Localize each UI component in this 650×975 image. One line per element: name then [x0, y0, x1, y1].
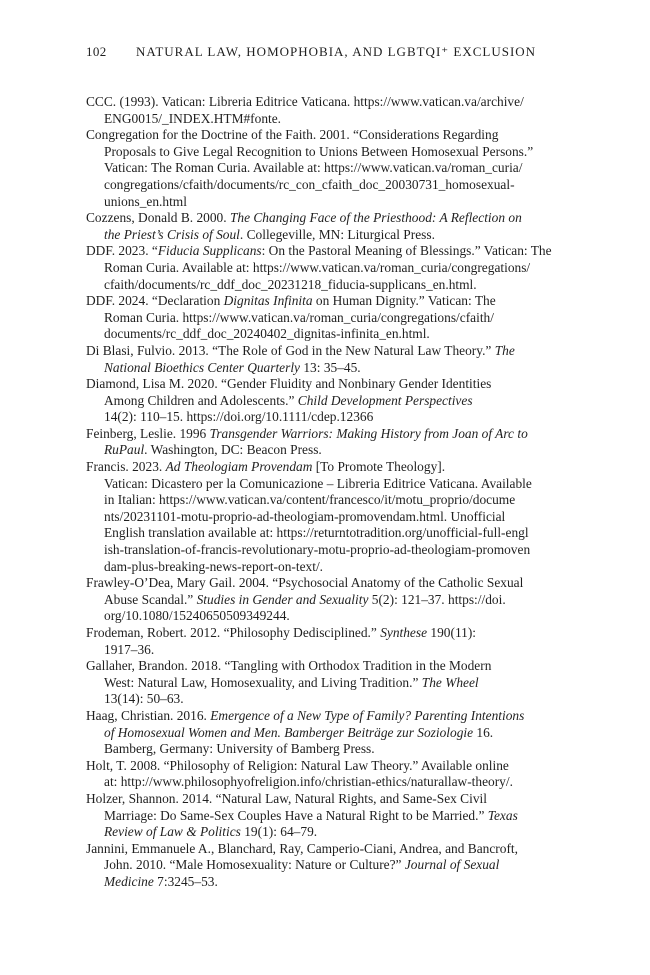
reference-line: [86, 360, 566, 377]
running-head: NATURAL LAW, HOMOPHOBIA, AND LGBTQI⁺ EXCLUSION: [136, 44, 537, 59]
reference-line: [86, 741, 566, 758]
reference-entry: [86, 459, 566, 575]
reference-text: Proposals to Give Legal Recognition to Unions Between Homosexual Persons.”: [104, 143, 534, 159]
reference-text: Congregation for the Doctrine of the Faith. 2001. “Considerations Regarding: [86, 127, 499, 143]
reference-line: [86, 592, 566, 609]
reference-line: [86, 841, 566, 858]
reference-line: [86, 326, 566, 343]
reference-text: org/10.1080/15240650509349244.: [104, 608, 290, 624]
italic-title-text: Medicine: [104, 873, 154, 889]
italic-title-text: RuPaul: [104, 442, 145, 458]
reference-list: [86, 94, 566, 891]
reference-entry: [86, 791, 566, 841]
italic-title-text: Emergence of a New Type of Family? Parenting Intentions: [210, 707, 525, 723]
italic-title-text: Texas: [487, 807, 518, 823]
reference-line: [86, 857, 566, 874]
reference-text: Vatican: Dicastero per la Comunicazione – Libreria Editrice Vaticana. Available: [104, 475, 532, 491]
reference-text: . Collegeville, MN: Liturgical Press.: [239, 226, 435, 242]
reference-text: CCC. (1993). Vatican: Libreria Editrice Vaticana. https://www.vatican.va/archive/: [86, 94, 524, 109]
reference-text: 1917–36.: [104, 641, 155, 657]
italic-title-text: Synthese: [380, 625, 428, 640]
reference-text: Bamberg, Germany: University of Bamberg Press.: [104, 741, 375, 757]
italic-title-text: Ad Theologiam Provendam: [165, 459, 313, 475]
reference-line: [86, 625, 566, 642]
reference-line: [86, 160, 566, 177]
reference-line: [86, 808, 566, 825]
reference-text: on Human Dignity.” Vatican: The: [312, 293, 496, 309]
reference-entry: [86, 575, 566, 625]
reference-line: [86, 642, 566, 659]
reference-entry: [86, 293, 566, 343]
italic-title-text: The: [494, 342, 515, 358]
reference-text: Diamond, Lisa M. 2020. “Gender Fluidity and Nonbinary Gender Identities: [86, 376, 492, 392]
reference-text: 5(2): 121–37. https://doi.: [368, 591, 506, 607]
reference-line: [86, 310, 566, 327]
reference-text: Feinberg, Leslie. 1996: [86, 425, 210, 441]
reference-text: : On the Pastoral Meaning of Blessings.” Vatican: The: [261, 243, 552, 259]
reference-line: [86, 559, 566, 576]
reference-text: Among Children and Adolescents.”: [104, 392, 298, 408]
reference-text: Vatican: The Roman Curia. Available at: https://www.vatican.va/roman_curia/: [104, 160, 523, 176]
reference-entry: [86, 94, 566, 127]
italic-title-text: Child Development Perspectives: [297, 392, 473, 408]
reference-line: [86, 393, 566, 410]
reference-text: Marriage: Do Same-Sex Couples Have a Natural Right to be Married.”: [104, 807, 488, 823]
reference-line: [86, 492, 566, 509]
reference-text: Cozzens, Donald B. 2000.: [86, 210, 230, 226]
reference-line: [86, 442, 566, 459]
reference-line: [86, 260, 566, 277]
reference-text: . Washington, DC: Beacon Press.: [144, 442, 322, 458]
reference-text: nts/20231101-motu-proprio-ad-theologiam-promovendam.html. Unofficial: [104, 508, 506, 524]
reference-line: [86, 94, 566, 111]
reference-text: congregations/cfaith/documents/rc_con_cfaith_doc_20030731_homosexual-: [104, 176, 515, 192]
reference-text: Holt, T. 2008. “Philosophy of Religion: Natural Law Theory.” Available online: [86, 757, 509, 773]
reference-entry: [86, 658, 566, 708]
reference-text: Di Blasi, Fulvio. 2013. “The Role of God in the New Natural Law Theory.”: [86, 342, 495, 358]
italic-title-text: the Priest’s Crisis of Soul: [104, 226, 240, 242]
italic-title-text: Journal of Sexual: [404, 857, 500, 873]
reference-line: [86, 459, 566, 476]
reference-entry: [86, 210, 566, 243]
reference-line: [86, 675, 566, 692]
page-number: 102: [86, 44, 107, 59]
reference-line: [86, 227, 566, 244]
reference-line: [86, 725, 566, 742]
reference-line: [86, 758, 566, 775]
reference-text: 7:3245–53.: [153, 873, 218, 889]
page-header: [86, 44, 566, 60]
reference-entry: [86, 708, 566, 758]
reference-entry: [86, 376, 566, 426]
italic-title-text: Fiducia Supplicans: [157, 243, 262, 259]
reference-line: [86, 575, 566, 592]
reference-text: Jannini, Emmanuele A., Blanchard, Ray, Camperio-Ciani, Andrea, and Bancroft,: [86, 840, 518, 856]
italic-title-text: The Changing Face of the Priesthood: A Reflection on: [229, 210, 522, 226]
reference-text: English translation available at: https://returntotradition.org/unofficial-full-engl: [104, 525, 529, 541]
reference-line: [86, 111, 566, 128]
reference-text: DDF. 2024. “Declaration: [86, 293, 224, 309]
italic-title-text: National Bioethics Center Quarterly: [104, 359, 301, 375]
reference-entry: [86, 758, 566, 791]
reference-text: [To Promote Theology].: [312, 459, 446, 475]
reference-text: 14(2): 110–15. https://doi.org/10.1111/cdep.12366: [104, 409, 374, 425]
reference-text: documents/rc_ddf_doc_20240402_dignitas-infinita_en.html.: [104, 326, 430, 342]
reference-text: ish-translation-of-francis-revolutionary-motu-proprio-ad-theologiam-promoven: [104, 542, 531, 558]
reference-line: [86, 293, 566, 310]
reference-line: [86, 409, 566, 426]
reference-text: 16.: [473, 724, 494, 740]
reference-text: at: http://www.philosophyofreligion.info/christian-ethics/naturallaw-theory/.: [104, 774, 513, 790]
reference-text: Roman Curia. https://www.vatican.va/roman_curia/congregations/cfaith/: [104, 309, 494, 325]
reference-text: in Italian: https://www.vatican.va/content/francesco/it/motu_proprio/docume: [104, 492, 516, 508]
reference-line: [86, 791, 566, 808]
reference-text: West: Natural Law, Homosexuality, and Living Tradition.”: [104, 674, 422, 690]
reference-entry: [86, 625, 566, 658]
reference-text: Holzer, Shannon. 2014. “Natural Law, Natural Rights, and Same-Sex Civil: [86, 790, 487, 806]
reference-text: Francis. 2023.: [86, 459, 166, 475]
reference-text: dam-plus-breaking-news-report-on-text/.: [104, 558, 324, 574]
reference-entry: [86, 243, 566, 293]
reference-text: Abuse Scandal.”: [104, 591, 197, 607]
reference-line: [86, 277, 566, 294]
reference-line: [86, 243, 566, 260]
reference-line: [86, 476, 566, 493]
reference-text: Roman Curia. Available at: https://www.vatican.va/roman_curia/congregations/: [104, 259, 531, 275]
italic-title-text: Dignitas Infinita: [223, 293, 313, 309]
reference-line: [86, 177, 566, 194]
reference-line: [86, 691, 566, 708]
reference-text: 13: 35–45.: [300, 359, 361, 375]
reference-text: Gallaher, Brandon. 2018. “Tangling with Orthodox Tradition in the Modern: [86, 658, 492, 674]
reference-line: [86, 608, 566, 625]
reference-line: [86, 509, 566, 526]
italic-title-text: Transgender Warriors: Making History from Joan of Arc to: [209, 425, 528, 441]
reference-entry: [86, 127, 566, 210]
reference-line: [86, 774, 566, 791]
reference-line: [86, 426, 566, 443]
reference-text: Frawley-O’Dea, Mary Gail. 2004. “Psychosocial Anatomy of the Catholic Sexual: [86, 575, 524, 591]
reference-text: unions_en.html: [104, 193, 187, 209]
italic-title-text: of Homosexual Women and Men. Bamberger Beiträge zur Soziologie: [104, 724, 474, 740]
reference-text: Haag, Christian. 2016.: [86, 707, 211, 723]
reference-entry: [86, 841, 566, 891]
reference-line: [86, 210, 566, 227]
reference-line: [86, 144, 566, 161]
reference-line: [86, 658, 566, 675]
italic-title-text: Review of Law & Politics: [104, 824, 241, 840]
reference-line: [86, 343, 566, 360]
reference-text: 19(1): 64–79.: [240, 824, 318, 840]
reference-text: cfaith/documents/rc_ddf_doc_20231218_fiducia-supplicans_en.html.: [104, 276, 477, 292]
reference-text: John. 2010. “Male Homosexuality: Nature or Culture?”: [104, 857, 405, 873]
reference-text: DDF. 2023. “: [86, 243, 158, 259]
reference-text: ENG0015/_INDEX.HTM#fonte.: [104, 110, 282, 126]
reference-text: 13(14): 50–63.: [104, 691, 184, 707]
reference-text: 190(11):: [427, 625, 477, 640]
italic-title-text: The Wheel: [421, 674, 479, 690]
reference-text: Frodeman, Robert. 2012. “Philosophy Dedisciplined.”: [86, 625, 381, 640]
reference-line: [86, 376, 566, 393]
reference-entry: [86, 343, 566, 376]
reference-line: [86, 525, 566, 542]
reference-entry: [86, 426, 566, 459]
reference-line: [86, 708, 566, 725]
reference-line: [86, 194, 566, 211]
reference-line: [86, 542, 566, 559]
italic-title-text: Studies in Gender and Sexuality: [196, 591, 369, 607]
reference-line: [86, 127, 566, 144]
reference-line: [86, 874, 566, 891]
reference-line: [86, 824, 566, 841]
